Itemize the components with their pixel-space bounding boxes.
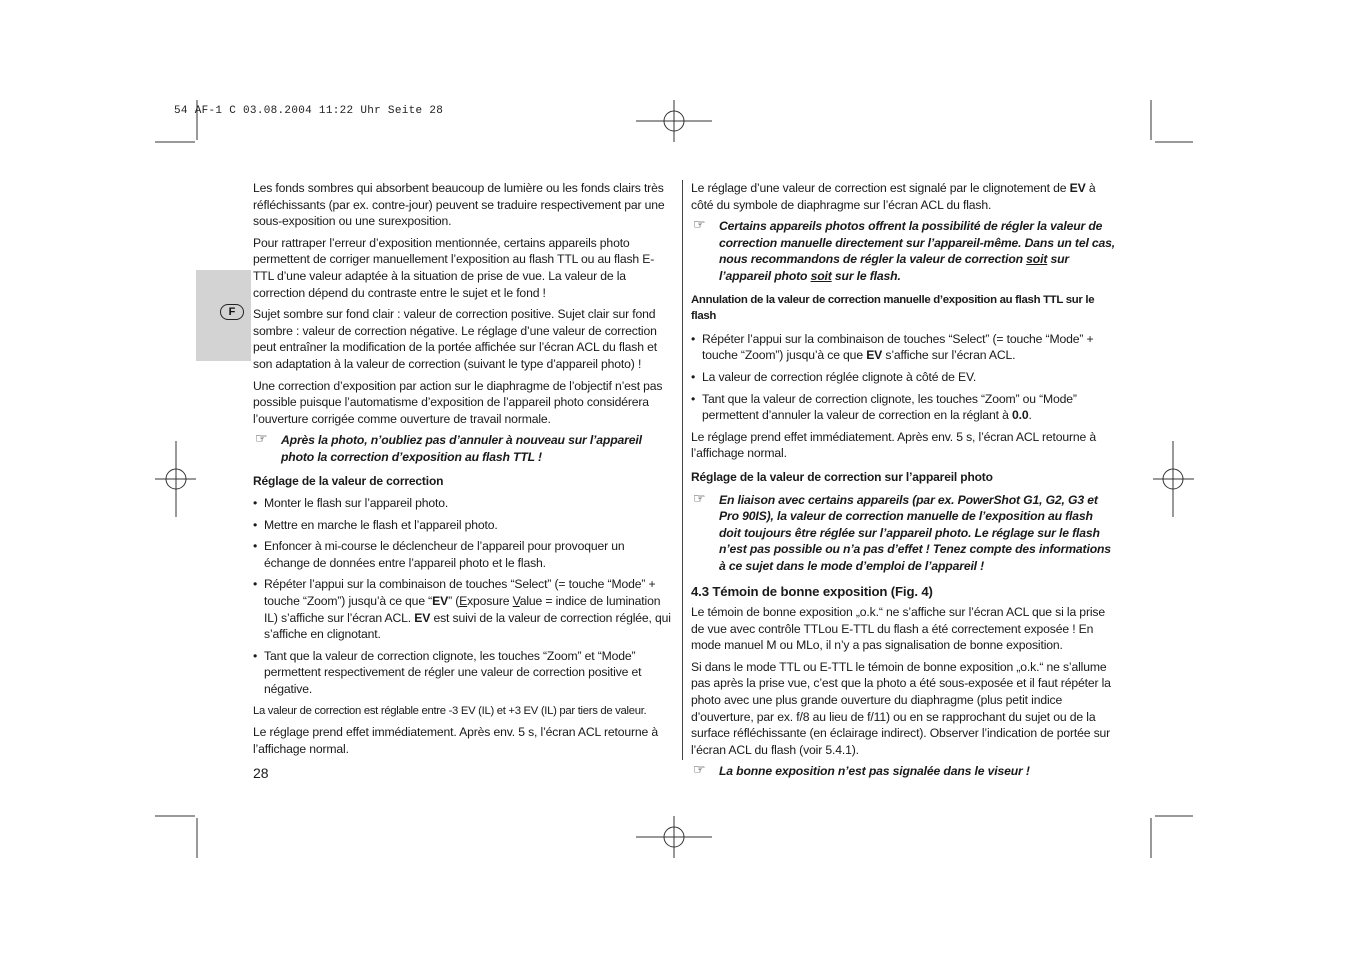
list-item: • Tant que la valeur de correction clignote, les touches “Zoom” ou “Mode” permettent d’annuler la valeur de correction en la réglant à 0.0. [691, 391, 1116, 424]
paragraph: La valeur de correction est réglable entre -3 EV (IL) et +3 EV (IL) par tiers de valeur. [253, 704, 647, 717]
column-divider [682, 180, 683, 760]
list-item: • Mettre en marche le flash et l’appareil photo. [253, 517, 673, 534]
right-column [691, 180, 1116, 786]
paragraph: Les fonds sombres qui absorbent beaucoup de lumière ou les fonds clairs très réfléchissants (par ex. contre-jour) peuvent se traduire respectivement par une sous-exposition ou une surexposition. [253, 181, 665, 229]
paragraph: Si dans le mode TTL ou E-TTL le témoin de bonne exposition „o.k.“ ne s’allume pas après la prise vue, c’est que la photo a été sous-exposée et il faut répéter la photo avec une plus grande ouverture du diaphragme (plus petit indice d’ouverture, par ex. f/8 au lieu de f/11) ou en se rapprochant du sujet ou de la surface réfléchissante (en éclairage indirect). Observer l’indication de portée sur l’écran ACL du flash (voir 5.4.1). [691, 659, 1111, 757]
paragraph: Le réglage prend effet immédiatement. Après env. 5 s, l’écran ACL retourne à l’affichage normal. [691, 429, 1097, 461]
registration-mark-left [155, 441, 196, 517]
left-column [253, 180, 673, 762]
note: ☞ En liaison avec certains appareils (par ex. PowerShot G1, G2, G3 et Pro 90IS), la valeur de correction manuelle de l’exposition au flash doit toujours être réglée sur l’appareil photo. Le réglage sur le flash n’est pas possible ou n’a pas d’effet ! Tenez compte des informations à ce sujet dans le mode d’emploi de l’appareil ! [693, 489, 1111, 573]
language-badge: F [220, 304, 244, 320]
paragraph: Une correction d’exposition par action sur le diaphragme de l’objectif n’est pas possible puisque l’automatisme d’exposition de l’appareil photo considérera l’ouverture corrigée comme ouverture de travail normale. [253, 378, 663, 426]
list-item: • Répéter l’appui sur la combinaison de touches “Select” (= touche “Mode” + touche “Zoom”) jusqu’à ce que “EV” (Exposure Value = indice de lumination IL) s’affiche sur l’écran ACL. EV est suivi de la valeur de correction réglée, qui s’affiche en clignotant. [253, 576, 673, 642]
pointing-hand-icon: ☞ [693, 489, 706, 506]
list-item: • La valeur de correction réglée clignote à côté de EV. [691, 369, 1116, 386]
paragraph: Sujet sombre sur fond clair : valeur de correction positive. Sujet clair sur fond sombre : valeur de correction négative. Le réglage d’une valeur de correction peut entraîner la modification de la portée affichée sur l’écran ACL du flash et son adaptation à la valeur de correction (suivant le type d’appareil photo) ! [253, 307, 657, 371]
steps-list [691, 331, 1116, 424]
section-heading: 4.3 Témoin de bonne exposition (Fig. 4) [691, 584, 933, 600]
paragraph: Le réglage d’une valeur de correction est signalé par le clignotement de EV à côté du symbole de diaphragme sur l’écran ACL du flash. [691, 181, 1096, 212]
subheading: Réglage de la valeur de correction sur l’appareil photo [691, 469, 993, 484]
subheading: Annulation de la valeur de correction manuelle d’exposition au flash TTL sur le flash [691, 293, 1095, 323]
print-slug: 54 AF-1 C 03.08.2004 11:22 Uhr Seite 28 [174, 105, 444, 117]
pointing-hand-icon: ☞ [693, 761, 706, 778]
list-item: • Monter le flash sur l’appareil photo. [253, 495, 673, 512]
list-item: • Répéter l’appui sur la combinaison de touches “Select” (= touche “Mode” + touche “Zoom”) jusqu’à ce que EV s’affiche sur l’écran ACL. [691, 331, 1116, 364]
pointing-hand-icon: ☞ [255, 430, 268, 447]
registration-mark-bottom [636, 816, 712, 858]
paragraph: Pour rattraper l’erreur d’exposition mentionnée, certains appareils photo permettent de corriger manuellement l’exposition au flash TTL ou au flash E-TTL d’une valeur adaptée à la situation de prise de vue. La valeur de la correction dépend du contraste entre le sujet et le fond ! [253, 235, 655, 300]
steps-list [253, 495, 673, 698]
note: ☞ Certains appareils photos offrent la possibilité de régler la valeur de correction manuelle directement sur l’appareil-même. Dans un tel cas, nous recommandons de régler la valeur de correction soit sur l’appareil photo soit sur le flash. [693, 216, 1116, 283]
paragraph: Le témoin de bonne exposition „o.k.“ ne s’affiche sur l’écran ACL que si la prise de vue avec contrôle TTLou E-TTL du flash a été correctement exposée ! En mode manuel M ou MLo, il n’y a pas signalisation de bonne exposition. [691, 605, 1105, 653]
pointing-hand-icon: ☞ [693, 216, 706, 233]
registration-mark-top [636, 100, 712, 142]
note: ☞ La bonne exposition n’est pas signalée dans le viseur ! [693, 761, 1030, 779]
subheading: Réglage de la valeur de correction [253, 473, 444, 488]
note: ☞ Après la photo, n’oubliez pas d’annuler à nouveau sur l’appareil photo la correction d’exposition au flash TTL ! [255, 430, 642, 464]
page-number: 28 [253, 765, 269, 781]
registration-mark-right [1153, 441, 1194, 517]
list-item: • Tant que la valeur de correction clignote, les touches “Zoom” et “Mode” permettent respectivement de régler une valeur de correction positive et négative. [253, 648, 673, 698]
list-item: • Enfoncer à mi-course le déclencheur de l’appareil pour provoquer un échange de données entre l’appareil photo et le flash. [253, 538, 673, 571]
paragraph: Le réglage prend effet immédiatement. Après env. 5 s, l’écran ACL retourne à l’affichage normal. [253, 725, 659, 756]
